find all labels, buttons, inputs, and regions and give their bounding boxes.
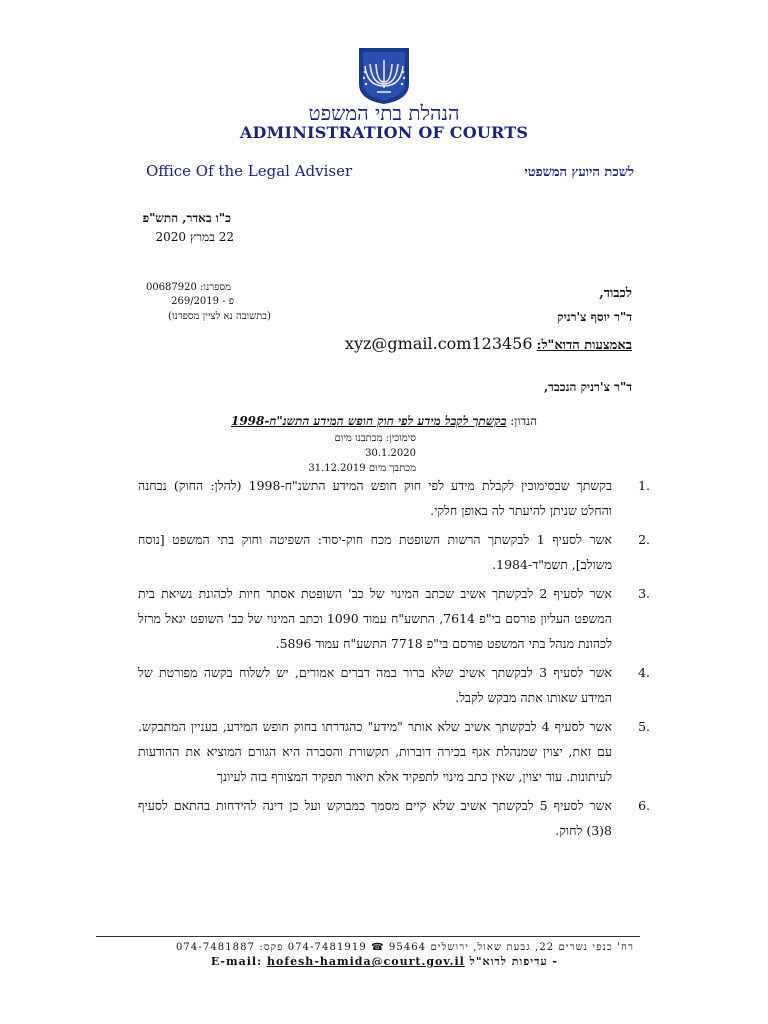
date-gregorian: 22 במרץ 2020 xyxy=(155,230,234,244)
item-number: 3. xyxy=(638,586,650,601)
list-item xyxy=(138,714,650,789)
footer-address: רח' כנפי נשרים 22, גבעת שאול, ירושלים 95464 ☎ 074-7481919 פקס: 074-7481887 xyxy=(175,942,634,953)
list-item xyxy=(138,473,650,523)
item-number: 1. xyxy=(638,478,650,493)
date-hebrew: כ"ו באדר, התש"פ xyxy=(142,211,231,225)
subject-text: בקשתך לקבל מידע לפי חוק חופש המידע התשנ"ח-1998 xyxy=(230,414,507,428)
addressee-label: לכבוד, xyxy=(599,286,632,301)
subject-references xyxy=(296,431,416,476)
reference-note: (בתשובה נא לציין מספרנו) xyxy=(167,311,271,322)
reference-our-number: מספרנו: 00687920 xyxy=(145,282,231,293)
list-item xyxy=(138,527,650,577)
subject-line xyxy=(0,414,768,429)
list-item xyxy=(138,660,650,710)
subject-reference-1: סימוכין: מכתבנו מיום 30.1.2020 xyxy=(334,433,416,459)
footer-email-link[interactable]: hofesh-hamida@court.gov.il xyxy=(267,955,465,968)
item-text: אשר לסעיף 2 לבקשתך אשיב שכתב המינוי של כב' השופטת אסתר חיות לכהונת נשיאת בית המשפט העליון פורסם בי"פ 7614, התשע"ח עמוד 1090 וכתב המינוי של כב' השופט יגאל מרזל לכהונת מנהל בתי המשפט פורסם בי"פ 7718 התשע"ח עמוד 5896. xyxy=(138,586,612,651)
list-item xyxy=(138,793,650,843)
salutation: ד"ר צ'רניק הנכבד, xyxy=(543,380,632,394)
item-text: אשר לסעיף 5 לבקשתך אשיב שלא קיים מסמך כמבוקש ועל כן דינה להידחות בהתאם לסעיף 8(3) לחוק. xyxy=(138,798,612,838)
item-number: 2. xyxy=(638,532,650,547)
office-name-english: Office Of the Legal Adviser xyxy=(146,162,353,180)
addressee-contact xyxy=(345,334,632,353)
reference-file-number: פ - 269/2019 xyxy=(171,296,234,307)
contact-label: באמצעות הדוא"ל: xyxy=(536,338,632,353)
footer-email-line xyxy=(211,955,558,968)
subject-prefix: הנדון: xyxy=(510,414,538,428)
item-text: אשר לסעיף 3 לבקשתך אשיב שלא ברור במה דברים אמורים, יש לשלוח בקשה מפורטת של המידע שאותו אתה מבקש לקבל. xyxy=(138,665,613,705)
footer-email-note: - עדיפות לדוא"ל xyxy=(469,955,558,968)
item-text: בקשתך שבסימוכין לקבלת מידע לפי חוק חופש המידע התשנ"ח-1998 (להלן: החוק) נבחנה והחלט שניתן להיעתר לה באופן חלקי. xyxy=(138,478,612,518)
item-number: 5. xyxy=(638,719,650,734)
court-name-hebrew: הנהלת בתי המשפט xyxy=(308,101,460,125)
item-number: 4. xyxy=(638,665,650,680)
footer-email-label: E-mail: xyxy=(210,955,263,968)
footer-divider xyxy=(96,936,640,937)
state-emblem-icon xyxy=(351,44,417,106)
court-name-english: ADMINISTRATION OF COURTS xyxy=(239,123,529,142)
item-number: 6. xyxy=(638,798,650,813)
list-item xyxy=(138,581,650,656)
response-items xyxy=(138,473,650,847)
subject-reference-2: מכתבך מיום 31.12.2019 xyxy=(308,463,416,474)
item-text: אשר לסעיף 1 לבקשתך הרשות השופטת מכח חוק-יסוד: השפיטה וחוק בתי המשפט [נוסח משולב], תשמ"ד-1984. xyxy=(138,532,612,572)
item-text: אשר לסעיף 4 לבקשתך אשיב שלא אותר "מידע" כהגדרתו בחוק חופש המידע, בעניין המתבקש. עם זאת, יצוין שמנהלת אגף בכירה דוברות, תקשורת והסברה היא הגורם המוציא את ההודעות לעיתונות. עוד יצוין, שאין כתב מינוי לתפקיד אלא תיאור תפקיד המצורף בזה לעיונך xyxy=(138,719,612,784)
contact-email[interactable]: xyz@gmail.com123456 xyxy=(344,334,533,353)
office-name-hebrew: לשכת היועץ המשפטי xyxy=(524,165,634,180)
addressee-name: ד"ר יוסף צ'רניק xyxy=(557,310,632,324)
